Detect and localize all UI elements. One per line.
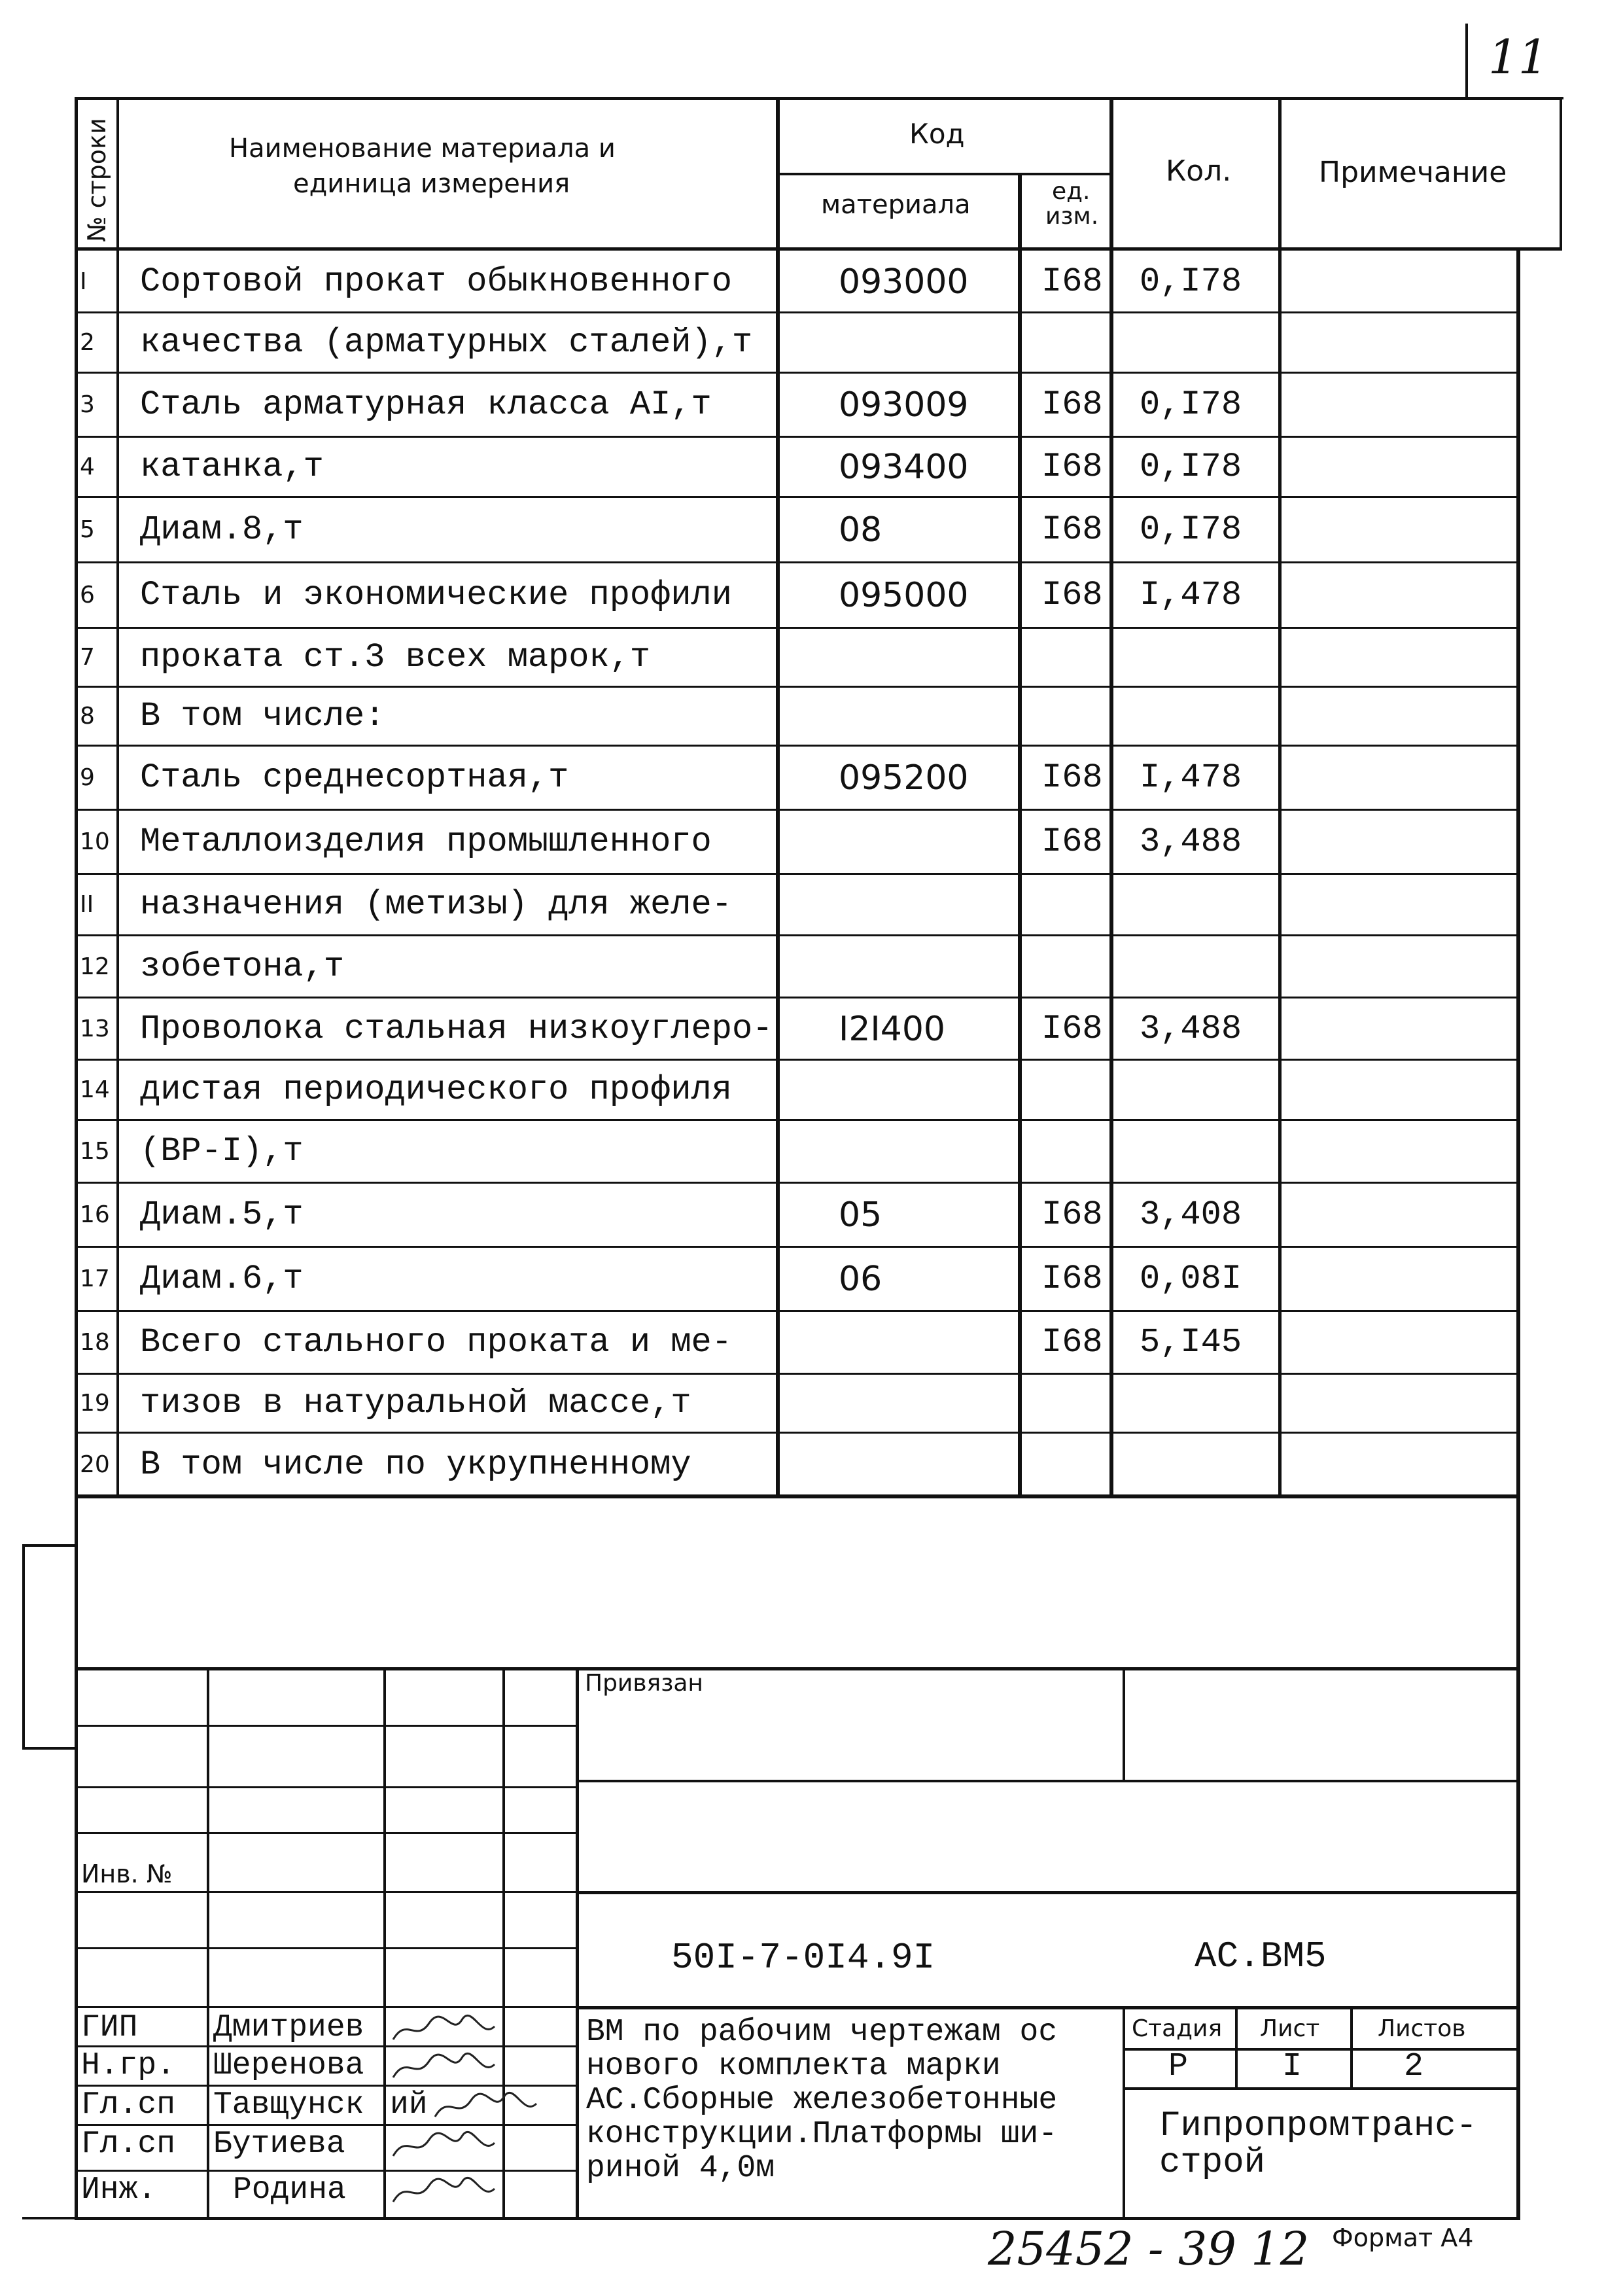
material-name: Всего стального проката и ме- (140, 1323, 732, 1362)
note-header: Примечание (1319, 156, 1507, 189)
material-name: качества (арматурных сталей),т (140, 323, 753, 362)
material-code: 05 (839, 1195, 882, 1235)
material-name: Диам.6,т (140, 1260, 304, 1298)
unit-code: I68 (1041, 1010, 1103, 1048)
unit-code: I68 (1041, 1323, 1103, 1362)
material-code: 093400 (839, 448, 969, 487)
signature-scribble (390, 2127, 501, 2166)
row-number: II (80, 891, 94, 918)
signer-name-suffix: ий (390, 2087, 428, 2123)
page-number: 11 (1488, 29, 1548, 84)
sheet-value: I (1282, 2048, 1302, 2085)
inventory-number-label: Инв. № (81, 1860, 173, 1888)
quantity: 0,I78 (1140, 262, 1242, 301)
signature-scribble (390, 2010, 501, 2049)
signer-role: ГИП (81, 2010, 138, 2045)
quantity: 5,I45 (1140, 1323, 1242, 1362)
description-line: АС.Сборные железобетонные (586, 2083, 1058, 2118)
row-number: I (80, 268, 87, 295)
document-mark: АС.ВМ5 (1195, 1935, 1327, 1977)
quantity: I,478 (1140, 758, 1242, 797)
material-name: назначения (метизы) для желе- (140, 885, 732, 924)
name-header-line2: единица измерения (293, 169, 570, 199)
unit-code: I68 (1041, 262, 1103, 301)
row-number: 20 (80, 1451, 110, 1478)
handwritten-archive-number: 25452 - 39 12 (988, 2222, 1310, 2276)
organization-line: строй (1159, 2143, 1266, 2183)
row-number: 5 (80, 516, 95, 543)
description-line: конструкции.Платформы ши- (586, 2117, 1058, 2152)
quantity: 3,488 (1140, 1010, 1242, 1048)
quantity: 3,488 (1140, 822, 1242, 861)
signer-role: Н.гр. (81, 2048, 176, 2083)
row-number: 13 (80, 1016, 110, 1042)
material-name: В том числе: (140, 697, 385, 735)
sheets-label: Листов (1378, 2015, 1466, 2042)
row-number: 2 (80, 329, 95, 356)
row-number: 4 (80, 453, 95, 480)
unit-code: I68 (1041, 576, 1103, 614)
row-number: 3 (80, 391, 95, 418)
material-code: I2I400 (839, 1010, 946, 1049)
document-description (586, 2015, 1057, 2185)
quantity: I,478 (1140, 576, 1242, 614)
row-number: 6 (80, 582, 95, 609)
unit-code: I68 (1041, 822, 1103, 861)
row-number: 14 (80, 1076, 110, 1103)
unit-code: I68 (1041, 1195, 1103, 1234)
material-name: Сталь и экономические профили (140, 576, 732, 614)
row-number: 17 (80, 1265, 110, 1292)
material-name: Диам.8,т (140, 510, 304, 549)
material-name: Металлоизделия промышленного (140, 822, 712, 861)
signer-name: Шеренова (213, 2048, 364, 2083)
material-code: 095000 (839, 576, 969, 615)
row-number: 18 (80, 1329, 110, 1356)
material-name: проката ст.3 всех марок,т (140, 638, 651, 677)
material-name: Сортовой прокат обыкновенного (140, 262, 732, 301)
row-number: 8 (80, 703, 95, 730)
signature-scribble (432, 2087, 543, 2127)
material-code: 093000 (839, 262, 969, 302)
row-number: 10 (80, 828, 110, 855)
signer-name: Бутиева (213, 2127, 345, 2162)
row-number: 9 (80, 764, 95, 791)
material-code: 06 (839, 1260, 882, 1299)
document-code: 50I-7-0I4.9I (671, 1937, 935, 1979)
material-code: 093009 (839, 385, 969, 425)
description-line: нового комплекта марки (586, 2049, 1001, 2084)
material-code: 08 (839, 510, 882, 550)
code-header: Код (909, 118, 965, 150)
row-number-header: № строки (82, 118, 111, 242)
organization-name (1159, 2108, 1477, 2181)
unit-header-line1: ед. (1052, 178, 1091, 205)
signer-name: Родина (233, 2172, 346, 2208)
format-label: Формат А4 (1332, 2223, 1474, 2252)
unit-header-line2: изм. (1045, 203, 1099, 230)
quantity: 3,408 (1140, 1195, 1242, 1234)
unit-code: I68 (1041, 1260, 1103, 1298)
material-name: зобетона,т (140, 947, 345, 986)
row-number: 12 (80, 953, 110, 980)
name-header-line1: Наименование материала и (229, 133, 616, 164)
signer-role: Инж. (81, 2172, 157, 2208)
material-name: В том числе по укрупненному (140, 1445, 691, 1484)
signer-name: Тавщунск (213, 2087, 364, 2123)
material-name: Сталь среднесортная,т (140, 758, 569, 797)
material-name: Диам.5,т (140, 1195, 304, 1234)
description-line: риной 4,0м (586, 2151, 775, 2186)
unit-code: I68 (1041, 510, 1103, 549)
sheet-label: Лист (1260, 2015, 1320, 2042)
signer-role: Гл.сп (81, 2087, 176, 2123)
material-code: 095200 (839, 758, 969, 798)
quantity: 0,I78 (1140, 385, 1242, 424)
quantity: 0,I78 (1140, 510, 1242, 549)
material-name: Сталь арматурная класса AI,т (140, 385, 712, 424)
material-name: катанка,т (140, 448, 324, 486)
privyazan-label: Привязан (585, 1670, 703, 1697)
row-number: 15 (80, 1138, 110, 1165)
material-name: тизов в натуральной массе,т (140, 1384, 691, 1422)
quantity: 0,I78 (1140, 448, 1242, 486)
stage-label: Стадия (1132, 2015, 1223, 2042)
row-number: 19 (80, 1390, 110, 1417)
organization-line: Гипропромтранс- (1159, 2106, 1478, 2146)
quantity: 0,08I (1140, 1260, 1242, 1298)
description-line: ВМ по рабочим чертежам ос (586, 2015, 1058, 2050)
signer-name: Дмитриев (213, 2010, 364, 2045)
quantity-header: Кол. (1166, 154, 1232, 188)
signature-scribble (390, 2172, 501, 2212)
unit-code: I68 (1041, 448, 1103, 486)
sheets-value: 2 (1404, 2048, 1424, 2085)
unit-code: I68 (1041, 385, 1103, 424)
signer-role: Гл.сп (81, 2127, 176, 2162)
material-name: дистая периодического профиля (140, 1070, 732, 1109)
material-name: Проволока стальная низкоуглеро- (140, 1010, 773, 1048)
signature-scribble (390, 2048, 501, 2087)
unit-code: I68 (1041, 758, 1103, 797)
row-number: 7 (80, 644, 95, 671)
stage-value: Р (1168, 2048, 1189, 2085)
material-code-header: материала (821, 190, 971, 220)
row-number: 16 (80, 1201, 110, 1228)
material-name: (ВР-I),т (140, 1132, 304, 1171)
